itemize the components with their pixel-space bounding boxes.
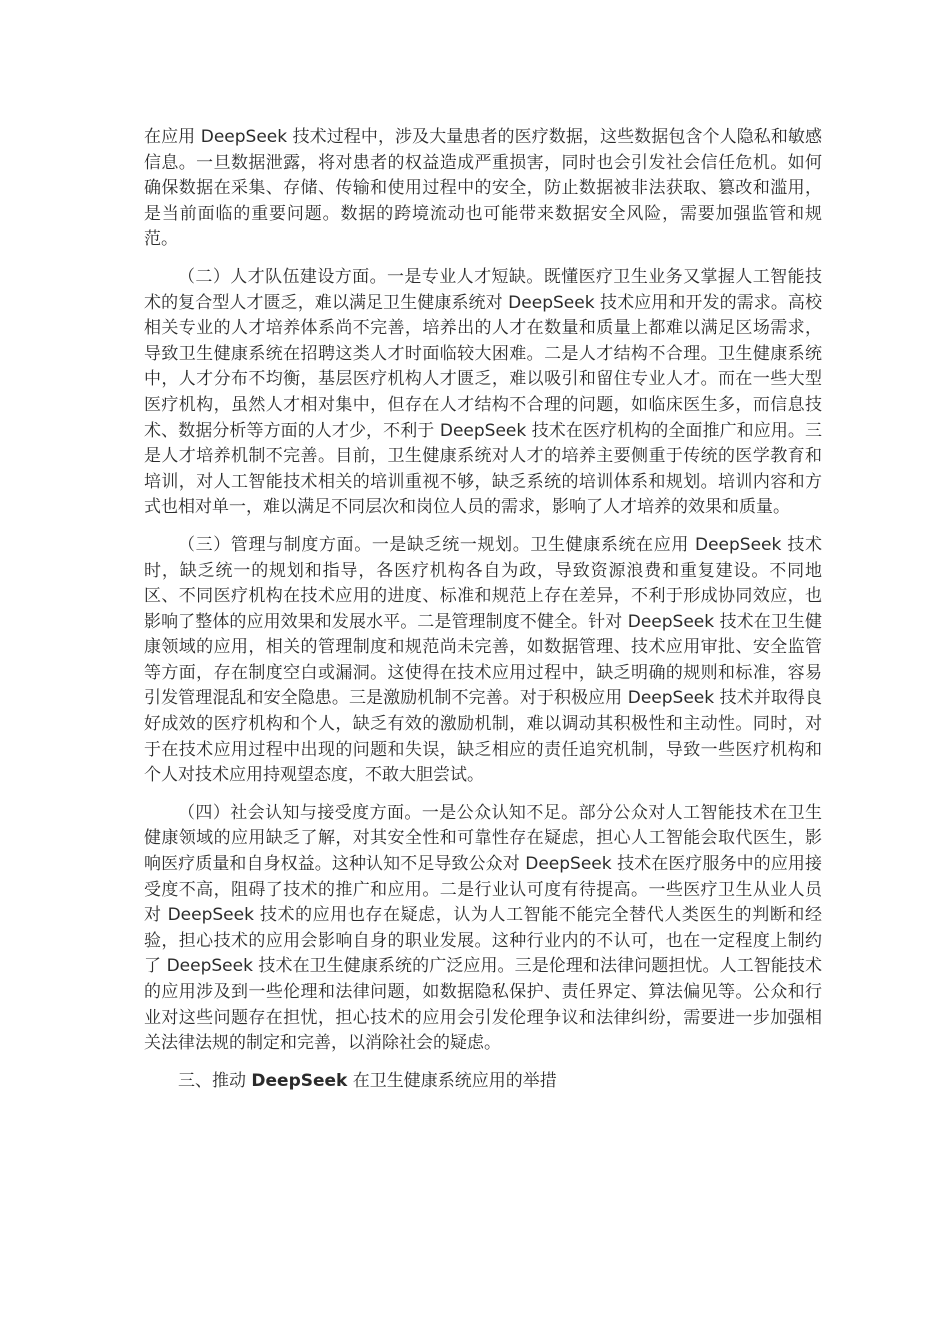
document-body: [144, 125, 822, 1106]
paragraph-social-acceptance: （四）社会认知与接受度方面。一是公众认知不足。部分公众对人工智能技术在卫生健康领域的应用缺乏了解，对其安全性和可靠性存在疑虑，担心人工智能会取代医生，影响医疗质量和自身权益。这种认知不足导致公众对 DeepSeek 技术在医疗服务中的应用接受度不高，阻碍了技术的推广和应用。二是行业认可度有待提高。一些医疗卫生从业人员对 DeepSeek 技术的应用也存在疑虑，认为人工智能不能完全替代人类医生的判断和经验，担心技术的应用会影响自身的职业发展。这种行业内的不认可，也在一定程度上制约了 DeepSeek 技术在卫生健康系统的广泛应用。三是伦理和法律问题担忧。人工智能技术的应用涉及到一些伦理和法律问题，如数据隐私保护、责任界定、算法偏见等。公众和行业对这些问题存在担忧，担心技术的应用会引发伦理争议和法律纠纷，需要进一步加强相关法律法规的制定和完善，以消除社会的疑虑。: [144, 802, 822, 1054]
heading-bold-term: DeepSeek: [251, 1070, 348, 1091]
paragraph-management-system: （三）管理与制度方面。一是缺乏统一规划。卫生健康系统在应用 DeepSeek 技术时，缺乏统一的规划和指导，各医疗机构各自为政，导致资源浪费和重复建设。不同地区、不同医疗机构在技术应用的进度、标准和规范上存在差异，不利于形成协同效应，也影响了整体的应用效果和发展水平。二是管理制度不健全。针对 DeepSeek 技术在卫生健康领域的应用，相关的管理制度和规范尚未完善，如数据管理、技术应用审批、安全监管等方面，存在制度空白或漏洞。这使得在技术应用过程中，缺乏明确的规则和标准，容易引发管理混乱和安全隐患。三是激励机制不完善。对于积极应用 DeepSeek 技术并取得良好成效的医疗机构和个人，缺乏有效的激励机制，难以调动其积极性和主动性。同时，对于在技术应用过程中出现的问题和失误，缺乏相应的责任追究机制，导致一些医疗机构和个人对技术应用持观望态度，不敢大胆尝试。: [144, 534, 822, 786]
paragraph-talent-team: （二）人才队伍建设方面。一是专业人才短缺。既懂医疗卫生业务又掌握人工智能技术的复合型人才匮乏，难以满足卫生健康系统对 DeepSeek 技术应用和开发的需求。高校相关专业的人才培养体系尚不完善，培养出的人才在数量和质量上都难以满足区场需求，导致卫生健康系统在招聘这类人才时面临较大困难。二是人才结构不合理。卫生健康系统中，人才分布不均衡，基层医疗机构人才匮乏，难以吸引和留住专业人才。而在一些大型医疗机构，虽然人才相对集中，但存在人才结构不合理的问题，如临床医生多，而信息技术、数据分析等方面的人才少，不利于 DeepSeek 技术在医疗机构的全面推广和应用。三是人才培养机制不完善。目前，卫生健康系统对人才的培养主要侧重于传统的医学教育和培训，对人工智能技术相关的培训重视不够，缺乏系统的培训体系和规划。培训内容和方式也相对单一，难以满足不同层次和岗位人员的需求，影响了人才培养的效果和质量。: [144, 266, 822, 518]
paragraph-data-security: 在应用 DeepSeek 技术过程中，涉及大量患者的医疗数据，这些数据包含个人隐私和敏感信息。一旦数据泄露，将对患者的权益造成严重损害，同时也会引发社会信任危机。如何确保数据在采集、存储、传输和使用过程中的安全，防止数据被非法获取、篡改和滥用，是当前面临的重要问题。数据的跨境流动也可能带来数据安全风险，需要加强监管和规范。: [144, 127, 822, 250]
heading-suffix: 在卫生健康系统应用的举措: [352, 1070, 557, 1091]
heading-prefix: 三、推动: [178, 1070, 246, 1091]
section-heading: [144, 1069, 822, 1095]
